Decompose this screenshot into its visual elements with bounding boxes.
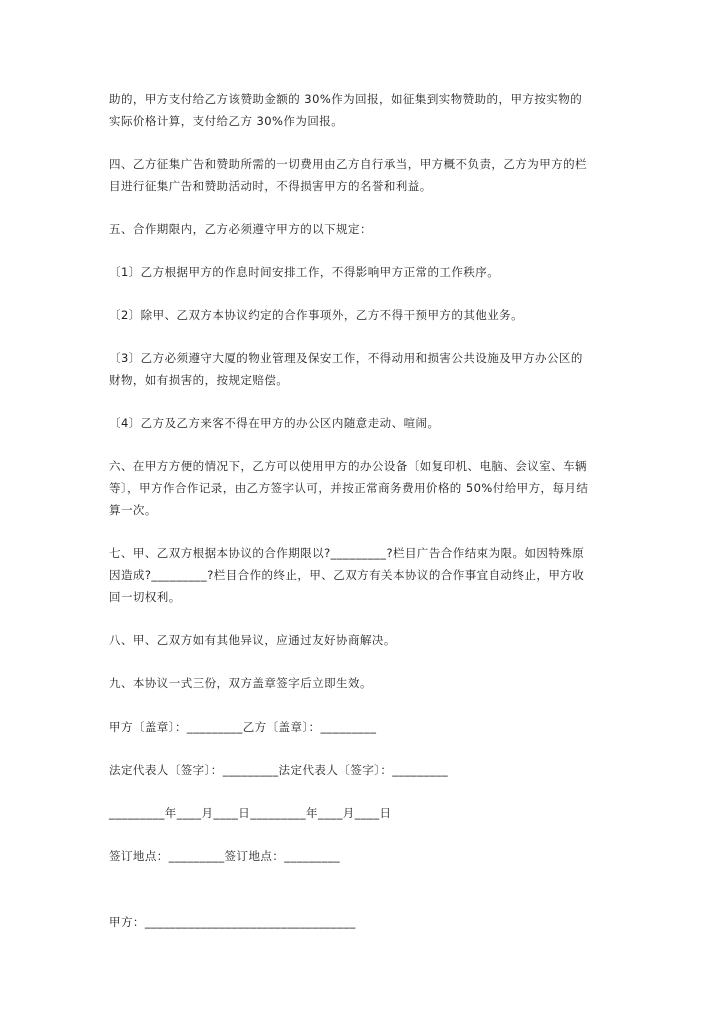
representative-signature-line: 法定代表人〔签字〕：_________法定代表人〔签字〕：_________	[109, 763, 449, 777]
clause-5-item-2: 〔2〕除甲、乙双方本协议约定的合作事项外，乙方不得干预甲方的其他业务。	[109, 308, 524, 322]
clause-3-line-3: 实际价格计算，支付给乙方 30%作为回报。	[109, 114, 344, 128]
clause-4-line-1: 四、乙方征集广告和赞助所需的一切费用由乙方自行承当，甲方概不负责，乙方为甲方的栏	[109, 157, 587, 171]
clause-9: 九、本协议一式三份，双方盖章签字后立即生效。	[109, 676, 372, 690]
clause-5-heading: 五、合作期限内，乙方必须遵守甲方的以下规定：	[109, 222, 372, 236]
clause-6-line-1: 六、在甲方方便的情况下，乙方可以使用甲方的办公设备〔如复印机、电脑、会议室、车辆	[109, 459, 587, 473]
clause-7-line-3: 回一切权利。	[109, 590, 181, 604]
clause-5-item-3-line-1: 〔3〕乙方必须遵守大厦的物业管理及保安工作，不得动用和损害公共设施及甲方办公区的	[109, 351, 583, 365]
clause-6-line-3: 算一次。	[109, 503, 157, 517]
date-line: _________年____月____日_________年____月____日	[109, 806, 392, 820]
seal-line: 甲方〔盖章〕：_________乙方〔盖章〕：_________	[109, 720, 377, 734]
clause-6-line-2: 等〕，甲方作合作记录，由乙方签字认可，并按正常商务费用价格的 50%付给甲方，每月结	[109, 481, 589, 495]
party-a-line: 甲方：__________________________________	[109, 915, 356, 929]
clause-7-line-1: 七、甲、乙双方根据本协议的合作期限以?_________?栏目广告合作结束为限。如因特殊原	[109, 546, 585, 560]
clause-8: 八、甲、乙双方如有其他异议，应通过友好协商解决。	[109, 633, 396, 647]
clause-3-line-2: 助的，甲方支付给乙方该赞助金额的 30%作为回报，如征集到实物赞助的，甲方按实物的	[109, 92, 583, 106]
signing-location-line: 签订地点：_________签订地点：_________	[109, 849, 341, 863]
clause-5-item-3-line-2: 财物，如有损害的，按规定赔偿。	[109, 373, 289, 387]
clause-5-item-1: 〔1〕乙方根据甲方的作息时间安排工作，不得影响甲方正常的工作秩序。	[109, 265, 500, 279]
clause-5-item-4: 〔4〕乙方及乙方来客不得在甲方的办公区内随意走动、喧闹。	[109, 416, 440, 430]
clause-7-line-2: 因造成?_________?栏目合作的终止，甲、乙双方有关本协议的合作事宜自动终止，甲方收	[109, 568, 585, 582]
clause-4-line-2: 目进行征集广告和赞助活动时，不得损害甲方的名誉和利益。	[109, 179, 432, 193]
